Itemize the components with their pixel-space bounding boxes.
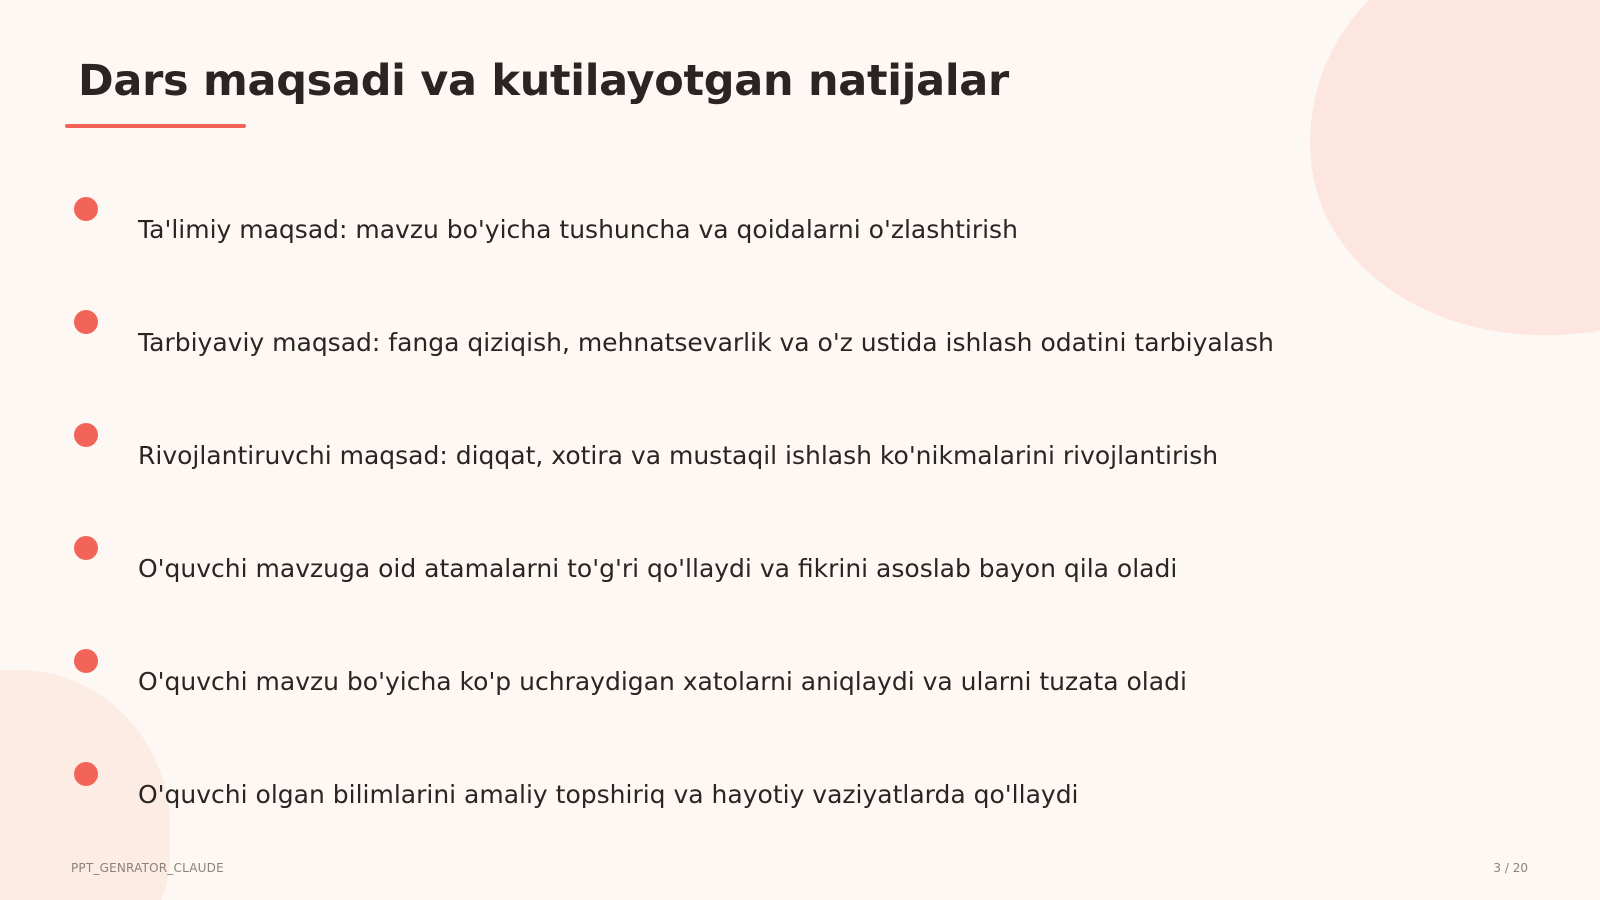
footer-brand: PPT_GENRATOR_CLAUDE [71,861,224,875]
bullet-text: Rivojlantiruvchi maqsad: diqqat, xotira va mustaqil ishlash ko'nikmalarini rivojlantirish [138,441,1219,470]
bullet-dot [74,649,98,673]
list-item [0,762,1500,842]
bullet-dot [74,536,98,560]
bullet-dot [74,762,98,786]
bullet-dot [74,197,98,221]
title-underline [65,124,246,128]
bullet-text: Ta'limiy maqsad: mavzu bo'yicha tushuncha va qoidalarni o'zlashtirish [138,215,1018,244]
list-item [0,423,1500,503]
bullet-text: O'quvchi mavzuga oid atamalarni to'g'ri qo'llaydi va fikrini asoslab bayon qila oladi [138,554,1178,583]
list-item [0,310,1500,390]
bullet-dot [74,423,98,447]
slide-title: Dars maqsadi va kutilayotgan natijalar [78,56,1009,106]
list-item [0,536,1500,616]
bullet-text: Tarbiyaviy maqsad: fanga qiziqish, mehnatsevarlik va o'z ustida ishlash odatini tarbiyalash [138,328,1274,357]
list-item [0,197,1500,277]
bullet-dot [74,310,98,334]
bullet-text: O'quvchi mavzu bo'yicha ko'p uchraydigan xatolarni aniqlaydi va ularni tuzata oladi [138,667,1187,696]
bullet-text: O'quvchi olgan bilimlarini amaliy topshiriq va hayotiy vaziyatlarda qo'llaydi [138,780,1079,809]
page-indicator: 3 / 20 [1493,861,1528,875]
list-item [0,649,1500,729]
